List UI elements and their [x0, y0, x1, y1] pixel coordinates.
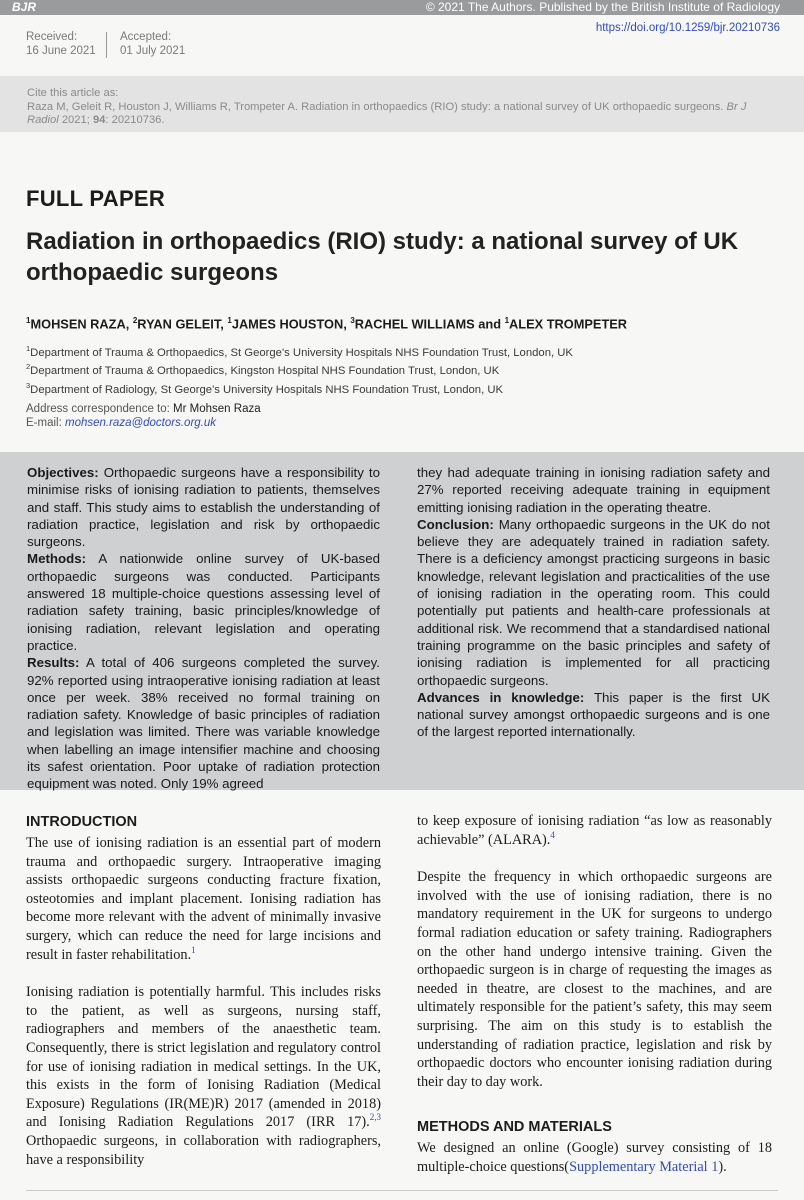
received-date: 16 June 2021: [26, 45, 96, 57]
reference-link[interactable]: 1: [191, 944, 196, 955]
copyright-notice: © 2021 The Authors. Published by the British Institute of Radiology: [425, 0, 780, 14]
body-right-column: [417, 812, 772, 1196]
abstract-objectives: Objectives: Orthopaedic surgeons have a responsibility to minimise risks of ionising radiation to patients, themselves and staff. This study aims to establish the understanding of radiation practice, legislation and risk by orthopaedic surgeons.: [27, 465, 380, 550]
accepted-date: 01 July 2021: [120, 45, 186, 57]
received-label: Received:: [26, 31, 78, 43]
supplementary-link[interactable]: Supplementary Material 1: [569, 1158, 719, 1175]
correspondence-label: Address correspondence to:: [26, 403, 170, 415]
citation-label: Cite this article as:: [27, 87, 119, 99]
affiliation-list: [26, 342, 573, 397]
citation-volume: 94: [92, 114, 106, 126]
body-paragraph: to keep exposure of ionising radiation “as low as reasonably achievable” (ALARA).$^4$: [417, 813, 772, 848]
email-label: E-mail:: [26, 417, 62, 429]
affiliation: $^3$Department of Radiology, St George's University Hospitals NHS Foundation Trust, London, UK: [26, 380, 504, 396]
correspondence: [26, 402, 261, 430]
journal-name: BJR: [12, 0, 37, 14]
affiliation: $^1$Department of Trauma & Orthopaedics, St George's University Hospitals NHS Foundation Trust, London, UK: [26, 344, 573, 359]
author-name: ALEX TROMPETER: [509, 316, 628, 332]
accepted-block: [120, 30, 185, 58]
abstract-results-continued: they had adequate training in ionising radiation safety and 27% reported receiving adequate training in equipment emitting ionising radiation in the operating theatre.: [417, 465, 770, 515]
journal-header-bar: [0, 0, 804, 15]
abstract-conclusion: Conclusion: Many orthopaedic surgeons in the UK do not believe they are adequately trained in radiation safety. There is a deficiency amongst practicing surgeons in basic knowledge, relevant legislation and practicalities of the use of ionising radiation in the operating room. This could potentially put patients and health-care professionals at additional risk. We recommend that a standardised national training programme on the basic principles and safety of ionising radiation is implemented for all practicing orthopaedic surgeons.: [417, 516, 770, 688]
body-paragraph: The use of ionising radiation is an essential part of modern trauma and orthopaedic surgery. Intraoperative imaging assists orthopaedic surgeons conducting fracture fixation, osteotomies and implant placement. Ionising radiation has become more relevant with the advent of minimally invasive surgery, which can reduce the need for large incisions and result in faster rehabilitation.$^1$: [26, 835, 381, 963]
body-left-column: [26, 812, 381, 1188]
body-paragraph: Despite the frequency in which orthopaedic surgeons are involved with the use of ionising radiation, there is no mandatory requirement in the UK for surgeons to undergo formal radiation education or safety training. Radiographers on the other hand undergo intensive training. Given the orthopaedic surgeon is in charge of requesting the images as needed in theatre, are closest to the machines, and are ultimately responsible for the patient’s safety, this may seem surprising. The aim on this study is to establish the understanding of radiation practice, legislation and risk by orthopaedic doctors who encounter ionising radiation during their day to day work.: [417, 869, 772, 1090]
abstract-methods: Methods: A nationwide online survey of UK-based orthopaedic surgeons was conducted. Participants answered 18 multiple-choice questions assessing level of radiation safety training, basic principles/knowledge of ionising radiation, relevant legislation and operating practice.: [27, 551, 380, 653]
affiliation: $^2$Department of Trauma & Orthopaedics, Kingston Hospital NHS Foundation Trust, London, UK: [26, 362, 500, 378]
article-type: FULL PAPER: [26, 186, 166, 211]
author-list: $^1$MOHSEN RAZA, $^2$RYAN GELEIT, $^1$JAMES HOUSTON, $^3$RACHEL WILLIAMS and $^1$ALEX TROMPETER: [26, 316, 628, 332]
doi-link[interactable]: https://doi.org/10.1259/bjr.20210736: [595, 22, 780, 34]
article-title: Radiation in orthopaedics (RIO) study: a national survey of UK orthopaedic surgeons: [26, 228, 739, 286]
author-name: MOHSEN RAZA,: [30, 316, 133, 332]
citation-box: [0, 76, 804, 132]
citation-journal: Br J Radiol: [27, 100, 747, 126]
author-name: JAMES HOUSTON,: [231, 316, 351, 332]
body-paragraph: Ionising radiation is potentially harmful. This includes risks to the patient, as well as surgeons, nursing staff, radiographers and members of the anaesthetic team. Consequently, there is strict legislation and regulatory control for use of ionising radiation in medical settings. In the UK, this exists in the form of Ionising Radiation (Medical Exposure) Regulations (IR(ME)R) 2017 (amended in 2018) and Ionising Radiation Regulations 2017 (IRR 17).$^{2,3}$ Orthopaedic surgeons, in collaboration with radiographers, have a responsibility: [26, 984, 381, 1168]
citation-text: Raza M, Geleit R, Houston J, Williams R, Trompeter A. Radiation in orthopaedics (RIO) study: a national survey of UK orthopaedic surgeons. Br J Radiol 2021; 94: 20210736.: [27, 100, 747, 126]
accepted-label: Accepted:: [120, 31, 172, 43]
abstract-advances: Advances in knowledge: This paper is the first UK national survey amongst orthopaedic surgeons and is one of the largest reported internationally.: [417, 689, 771, 740]
introduction-heading: INTRODUCTION: [26, 814, 138, 830]
email-link[interactable]: mohsen.raza@doctors.org.uk: [64, 417, 217, 429]
author-name: RYAN GELEIT,: [137, 316, 228, 332]
reference-link[interactable]: 2,3: [369, 1112, 381, 1123]
author-name: RACHEL WILLIAMS and: [354, 316, 505, 332]
page-bottom-rule: [26, 1190, 778, 1191]
correspondence-name: Mr Mohsen Raza: [173, 403, 261, 415]
abstract-left-column: [27, 464, 380, 793]
body-paragraph: We designed an online (Google) survey consisting of 18 multiple-choice questions(Supplementary Material 1).: [417, 1140, 772, 1175]
received-block: [26, 30, 96, 58]
abstract-box: [0, 452, 804, 790]
abstract-right-column: [417, 464, 770, 741]
abstract-results: Results: A total of 406 surgeons completed the survey. 92% reported using intraoperative ionising radiation at least once per week. 38% received no formal training on radiation safety. Knowledge of basic principles of radiation and legislation was limited. There was variable knowledge when labelling an image intensifier machine and choosing its safest orientation. Poor uptake of radiation protection equipment was noted. Only 19% agreed: [27, 655, 380, 792]
reference-link[interactable]: 4: [550, 829, 555, 840]
date-divider: [106, 32, 107, 58]
methods-heading: METHODS AND MATERIALS: [417, 1119, 612, 1136]
